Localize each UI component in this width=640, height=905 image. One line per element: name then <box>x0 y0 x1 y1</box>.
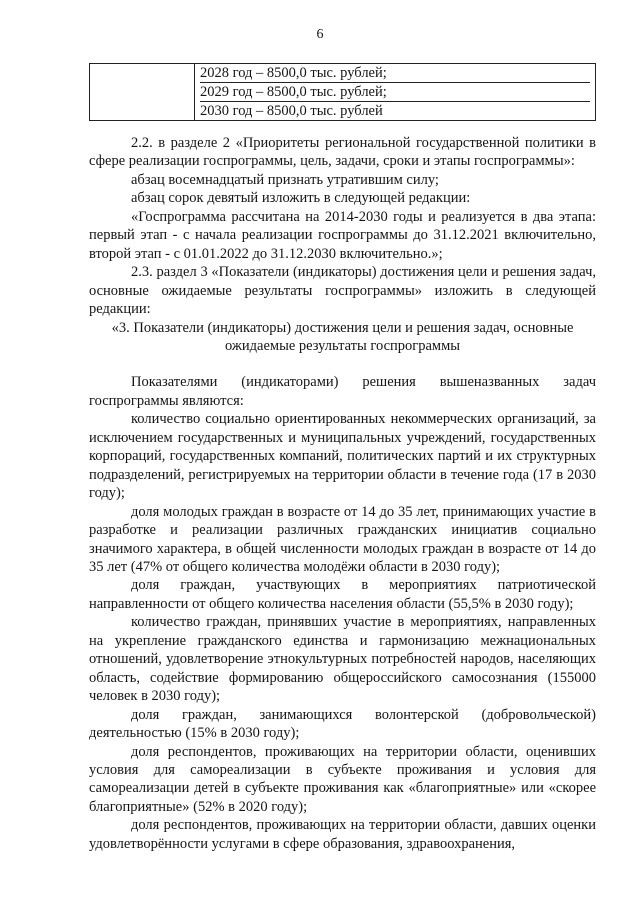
indicator-patriotic-share: доля граждан, участвующих в мероприятиях патриотической направленности от общего количества населения области (55,5% в 2030 году); <box>89 577 596 612</box>
indicator-youth-share: доля молодых граждан в возрасте от 14 до 35 лет, принимающих участие в разработке и реализации различных гражданских инициатив социально значимого характера, в общей численности молодых граждан в возрасте от 14 до 35 лет (47% от общего количества молодёжи области в 2030 году); <box>89 503 596 575</box>
paragraph-program-period: «Госпрограмма рассчитана на 2014-2030 годы и реализуется в два этапа: первый этап - с начала реализации госпрограммы до 31.12.2021 включительно, второй этап - с 01.01.2022 до 31.12.2030 включительно.»; <box>89 208 596 262</box>
page-number: 6 <box>316 27 324 42</box>
paragraph-abzac-18: абзац восемнадцатый признать утратившим силу; <box>131 171 439 188</box>
indicator-unity-count: количество граждан, принявших участие в мероприятиях, направленных на укрепление гражданского единства и гармонизацию межнациональных отношений, удовлетворение этнокультурных потребностей народов, населяющих область, содействие формированию общероссийского самосознания (155000 человек в 2030 году); <box>89 614 596 705</box>
funding-row-2029: 2029 год – 8500,0 тыс. рублей; <box>200 82 590 101</box>
funding-table-empty-cell <box>90 64 195 121</box>
paragraph-2-2: 2.2. в разделе 2 «Приоритеты региональной государственной политики в сфере реализации госпрограммы, цель, задачи, сроки и этапы госпрограммы»: <box>89 135 596 170</box>
indicator-self-realization-share: доля респондентов, проживающих на территории области, оценивших условия для самореализации в субъекте проживания и условия для самореализации детей в субъекте проживания как «благоприятные» или «скорее благоприятные» (52% в 2020 году); <box>89 743 596 815</box>
funding-row-2028: 2028 год – 8500,0 тыс. рублей; <box>200 65 387 81</box>
indicator-volunteer-share: доля граждан, занимающихся волонтерской (добровольческой) деятельностью (15% в 2030 году); <box>89 706 596 742</box>
indicators-intro: Показателями (индикаторами) решения вышеназванных задач госпрограммы являются: <box>89 374 596 409</box>
funding-row-2030: 2030 год – 8500,0 тыс. рублей <box>200 101 590 120</box>
indicator-satisfaction-share: доля респондентов, проживающих на территории области, давших оценки удовлетворённости услугами в сфере образования, здравоохранения, <box>89 817 596 852</box>
funding-table-values-cell <box>195 64 596 121</box>
document-body <box>89 134 596 853</box>
paragraph-2-3: 2.3. раздел 3 «Показатели (индикаторы) достижения цели и решения задач, основные ожидаемые результаты госпрограммы» изложить в следующей редакции: <box>89 264 596 318</box>
funding-table <box>89 63 596 121</box>
indicator-nko-count: количество социально ориентированных некоммерческих организаций, за исключением государственных и муниципальных учреждений, государственных корпораций, государственных компаний, политических партий и их структурных подразделений, регистрируемых на территории области в течение года (17 в 2030 году); <box>89 411 596 502</box>
section-3-heading: «3. Показатели (индикаторы) достижения цели и решения задач, основные ожидаемые результаты госпрограммы <box>111 319 574 354</box>
paragraph-abzac-49: абзац сорок девятый изложить в следующей редакции: <box>131 190 471 207</box>
